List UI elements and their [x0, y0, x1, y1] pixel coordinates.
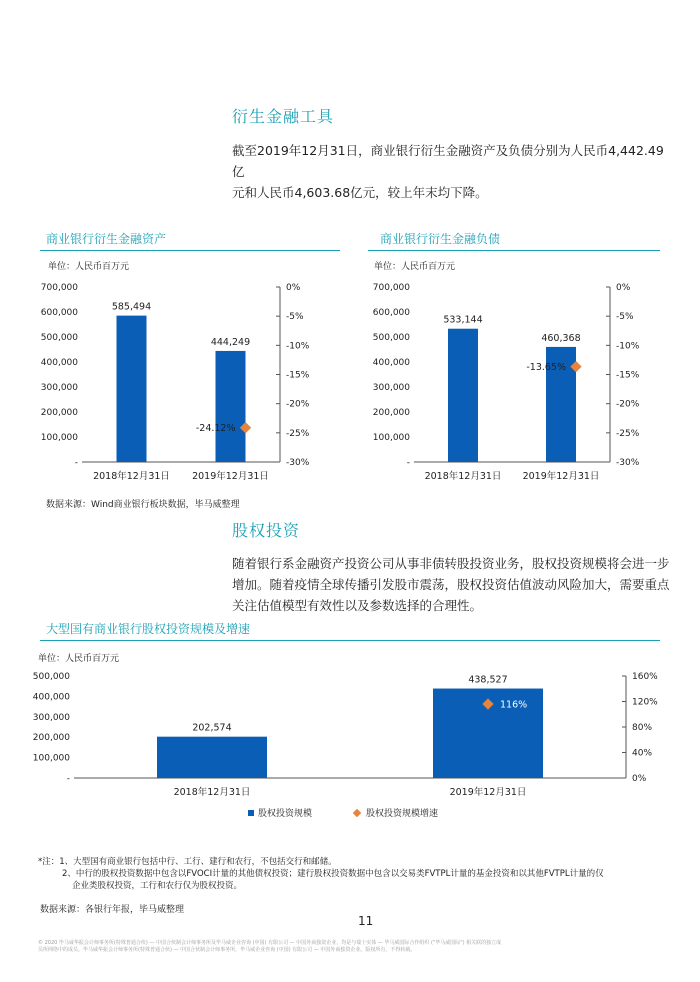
note-line: 2、中行的股权投资数据中包含以FVOCI计量的其他债权投资；建行股权投资数据中包含以交易类FVTPL计量的基金投资和以其他FVTPL计量的仅 — [62, 869, 604, 879]
y-tick-label: - — [406, 458, 410, 468]
y-tick-label: - — [74, 458, 78, 468]
y-tick-label: 400,000 — [372, 358, 410, 368]
y-tick-label: 200,000 — [372, 408, 410, 418]
derivatives-paragraph — [232, 140, 672, 203]
chart-title-rule — [40, 250, 340, 251]
y-tick-label: 100,000 — [32, 753, 70, 764]
page-number: 11 — [358, 914, 374, 928]
legend-label: 股权投资规模 — [258, 809, 313, 819]
bar — [216, 351, 246, 462]
y-tick-label: 100,000 — [40, 433, 78, 443]
section-title-derivatives: 衍生金融工具 — [232, 107, 335, 126]
source-note: 数据来源：各银行年报，毕马威整理 — [40, 905, 185, 915]
y2-tick-label: -25% — [286, 428, 310, 439]
x-tick-label: 2018年12月31日 — [424, 471, 502, 482]
bar — [157, 737, 267, 778]
unit-label: 单位：人民币百万元 — [38, 654, 120, 664]
legend-swatch-bar — [248, 810, 254, 816]
y2-tick-label: -5% — [616, 312, 634, 323]
y-tick-label: 500,000 — [40, 333, 78, 343]
y-tick-label: 700,000 — [372, 283, 410, 293]
unit-label: 单位：人民币百万元 — [374, 262, 456, 272]
y-tick-label: 200,000 — [32, 733, 70, 744]
x-tick-label: 2019年12月31日 — [449, 787, 527, 798]
bar — [448, 329, 478, 462]
y-tick-label: 600,000 — [40, 308, 78, 318]
y2-tick-label: -30% — [616, 458, 640, 468]
x-tick-label: 2018年12月31日 — [93, 471, 170, 482]
bar-data-label: 585,494 — [111, 301, 152, 313]
chart-title-equity: 大型国有商业银行股权投资规模及增速 — [46, 622, 251, 636]
y-tick-label: 400,000 — [40, 358, 78, 368]
y2-tick-label: -20% — [616, 399, 640, 410]
para-line: 截至2019年12月31日，商业银行衍生金融资产及负债分别为人民币4,442.49亿 — [232, 143, 664, 179]
y2-tick-label: -15% — [616, 370, 640, 381]
chart-equity — [30, 646, 670, 822]
y2-tick-label: 80% — [632, 723, 653, 733]
chart-title-rule — [40, 640, 660, 641]
y-tick-label: 300,000 — [40, 383, 78, 393]
y-tick-label: 500,000 — [372, 333, 410, 343]
para-line: 关注估值模型有效性以及参数选择的合理性。 — [232, 598, 483, 613]
x-tick-label: 2018年12月31日 — [173, 787, 251, 798]
y2-tick-label: -5% — [286, 312, 304, 323]
chart-title-assets: 商业银行衍生金融资产 — [46, 232, 167, 246]
y-tick-label: 500,000 — [32, 672, 70, 682]
chart-liabilities — [358, 256, 668, 488]
note-line: 企业类股权投资，工行和农行仅为股权投资。 — [72, 881, 243, 891]
bar-data-label: 444,249 — [210, 336, 251, 348]
para-line: 元和人民币4,603.68亿元，较上年末均下降。 — [232, 185, 488, 200]
y-tick-label: 300,000 — [372, 383, 410, 393]
y-tick-label: 600,000 — [372, 308, 410, 318]
y2-tick-label: -30% — [286, 458, 310, 468]
section-title-equity: 股权投资 — [232, 521, 301, 540]
x-tick-label: 2019年12月31日 — [192, 471, 269, 482]
x-tick-label: 2019年12月31日 — [522, 471, 600, 482]
y2-tick-label: -20% — [286, 399, 310, 410]
para-line: 随着银行系金融资产投资公司从事非债转股投资业务，股权投资规模将会进一步 — [232, 556, 670, 571]
y2-tick-label: -10% — [286, 341, 310, 352]
bar-data-label: 202,574 — [192, 722, 232, 734]
y2-tick-label: 0% — [616, 283, 631, 293]
note-line: *注：1、大型国有商业银行包括中行、工行、建行和农行，不包括交行和邮储。 — [38, 857, 337, 867]
unit-label: 单位：人民币百万元 — [48, 262, 130, 272]
legend-label: 股权投资规模增速 — [366, 809, 439, 819]
y-tick-label: 400,000 — [32, 692, 70, 703]
bar-data-label: 533,144 — [443, 314, 483, 326]
y2-tick-label: -10% — [616, 341, 640, 352]
equity-paragraph — [232, 553, 672, 616]
footer-line: 员所网络中的成员。毕马威华振会计师事务所(特殊普通合伙) — 中国合伙制会计师事务所，毕马威企业咨询 (中国) 有限公司 — 中国外商独资企业。版权所有，不得转载。 — [38, 947, 416, 953]
y2-tick-label: 40% — [632, 748, 653, 759]
chart-title-liabilities: 商业银行衍生金融负债 — [380, 232, 501, 246]
y2-tick-label: -15% — [286, 370, 310, 381]
y2-tick-label: 160% — [632, 672, 658, 682]
chart-assets — [30, 256, 340, 488]
rate-data-label: 116% — [500, 699, 528, 711]
bar-data-label: 460,368 — [541, 332, 581, 344]
notes — [38, 856, 678, 892]
rate-data-label: -24.12% — [195, 423, 236, 435]
y2-tick-label: 0% — [632, 774, 647, 784]
para-line: 增加。随着疫情全球传播引发股市震荡，股权投资估值波动风险加大，需要重点 — [232, 577, 670, 592]
bar-data-label: 438,527 — [468, 674, 508, 686]
source-note: 数据来源：Wind商业银行板块数据，毕马威整理 — [46, 500, 240, 510]
y2-tick-label: 120% — [632, 697, 658, 708]
chart-title-rule — [368, 250, 660, 251]
y-tick-label: - — [66, 774, 70, 784]
y2-tick-label: 0% — [286, 283, 301, 293]
footer — [38, 940, 678, 954]
y-tick-label: 700,000 — [40, 283, 78, 293]
y-tick-label: 100,000 — [372, 433, 410, 443]
y2-tick-label: -25% — [616, 428, 640, 439]
rate-data-label: -13.65% — [526, 362, 566, 374]
footer-line: © 2020 毕马威华振会计师事务所(特殊普通合伙) — 中国合伙制会计师事务所及毕马威企业咨询 (中国) 有限公司 — 中国外商独资企业，均是与瑞士实体 — 毕马威国际合作组织 ("毕马威国际") 相关联的独立成 — [38, 940, 502, 946]
bar — [117, 316, 147, 462]
y-tick-label: 300,000 — [32, 712, 70, 723]
legend-swatch-marker — [353, 809, 361, 817]
y-tick-label: 200,000 — [40, 408, 78, 418]
